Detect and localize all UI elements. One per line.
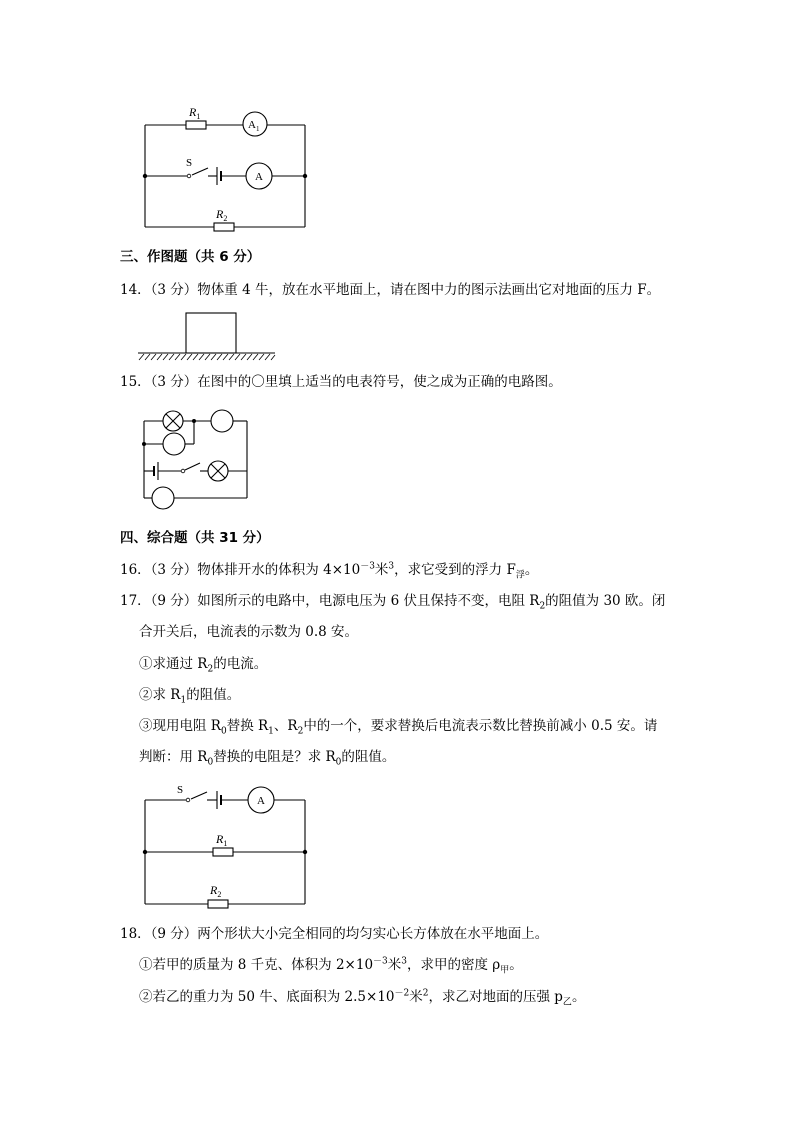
question-17-item-2: ②求 $R_1$的阻值。 [139,687,241,706]
box-on-ground-figure [135,309,280,364]
circuit-diagram-1 [130,96,320,236]
label-a: A [255,171,263,183]
resistor-r1 [213,848,233,856]
label-s: S [177,784,184,796]
question-17-line-1: 17．（9 分）如图所示的电路中，电源电压为 6 伏且保持不变，电阻 $R_2$的阻值为 30 欧。闭 [120,593,666,612]
question-18-line-1: 18．（9 分）两个形状大小完全相同的均匀实心长方体放在水平地面上。 [120,926,549,942]
question-15: 15．（3 分）在图中的〇里填上适当的电表符号，使之成为正确的电路图。 [120,374,562,390]
question-17-item-3: ③现用电阻 $R_0$替换 $R_1$、$R_2$中的一个，要求替换后电流表示数比替换前减小 0.5 安。请 [139,718,658,737]
question-17-item-1: ①求通过 $R_2$的电流。 [139,656,268,675]
label-a: A [257,795,265,807]
blank-meter-2 [163,433,185,455]
question-16: 16．（3 分）物体排开水的体积为 $4\times 10^{-3}$米$^3$，求它受到的浮力 $F_浮$。 [120,561,539,581]
question-18-item-1: ①若甲的质量为 8 千克、体积为 $2\times 10^{-3}$米$^3$，求甲的密度 $\rho_甲$。 [139,956,523,976]
blank-meter-1 [211,410,233,432]
circuit-diagram-3 [130,780,320,910]
label-s: S [186,157,193,169]
section-4-heading: 四、综合题（共 31 分） [120,530,270,546]
question-18-item-2: ②若乙的重力为 50 牛、底面积为 $2.5\times 10^{-2}$米$^2$，求乙对地面的压强 $p_乙$。 [139,988,586,1008]
label-r2: $R_2$ [216,207,228,223]
question-14: 14．（3 分）物体重 4 牛，放在水平地面上，请在图中力的图示法画出它对地面的压力 F。 [120,282,661,298]
question-17-item-3-cont: 判断：用 $R_0$替换的电阻是？求 $R_0$的阻值。 [139,749,396,768]
resistor-r2 [208,900,228,908]
question-17-line-2: 合开关后，电流表的示数为 0.8 安。 [139,624,359,640]
blank-meter-3 [152,487,174,509]
label-r1: $R_1$ [189,105,201,121]
resistor-r1 [186,121,206,129]
label-r2: $R_2$ [210,883,222,899]
section-3-heading: 三、作图题（共 6 分） [120,249,261,265]
object-box [186,313,236,353]
circuit-diagram-2 [137,405,257,513]
label-a1: $A_1$ [248,119,260,133]
label-r1: $R_1$ [216,832,228,848]
resistor-r2 [214,223,234,231]
